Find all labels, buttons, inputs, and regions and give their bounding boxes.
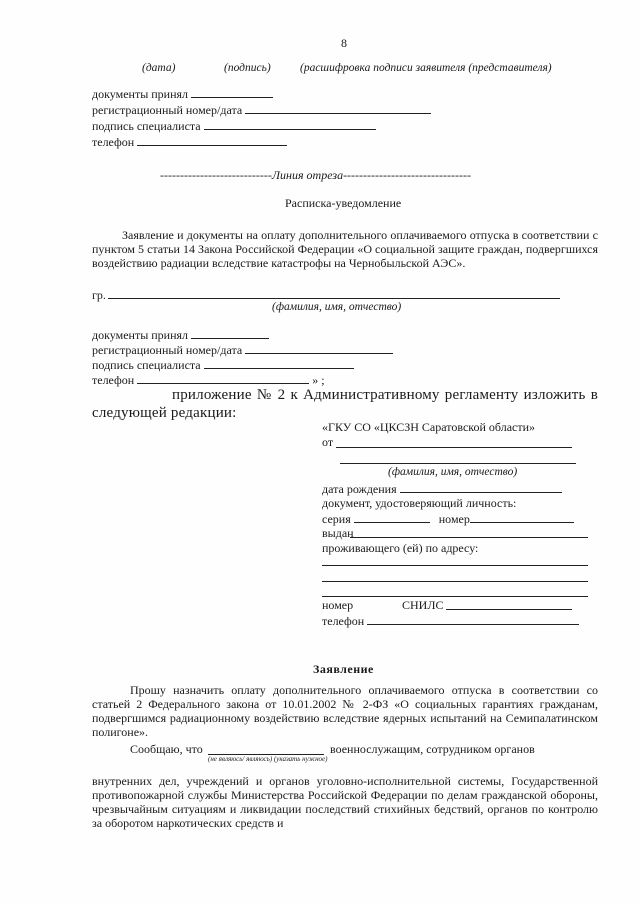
issued-label: выдан xyxy=(322,526,354,540)
amendment-text: приложение № 2 к Административному регламенту изложить в следующей редакции: xyxy=(92,387,598,421)
address-line-3 xyxy=(322,596,588,597)
reg-number-label-2: регистрационный номер/дата xyxy=(92,342,393,358)
docs-accepted-line-1 xyxy=(191,86,273,98)
from-line xyxy=(336,447,572,448)
phone-label-2: телефон » ; xyxy=(92,373,325,387)
specialist-signature-label-2: подпись специалиста xyxy=(92,357,354,373)
application-title: Заявление xyxy=(313,662,374,676)
signature-caption: (подпись) xyxy=(224,62,271,74)
issued-line xyxy=(350,537,588,538)
inform-start: Сообщаю, что xyxy=(130,742,203,756)
reg-number-line-1 xyxy=(245,102,431,114)
docs-accepted-line-2 xyxy=(191,327,269,339)
inform-caption: (не являюсь/ являюсь) (указать нужное) xyxy=(208,755,328,763)
fio-caption: (фамилия, имя, отчество) xyxy=(388,466,518,478)
date-caption: (дата) xyxy=(142,62,176,74)
series-label: серия номер xyxy=(322,512,470,526)
from-line-2 xyxy=(340,463,576,464)
from-label: от xyxy=(322,435,334,449)
address-line-1 xyxy=(322,565,588,566)
id-document-label: документ, удостоверяющий личность: xyxy=(322,496,517,510)
docs-accepted-label-1: документы принял xyxy=(92,86,273,102)
address-line-2 xyxy=(322,581,588,582)
citizen-prefix: гр. xyxy=(92,288,106,302)
snils-label: СНИЛС xyxy=(402,598,444,612)
phone-label-1: телефон xyxy=(92,134,287,150)
citizen-caption: (фамилия, имя, отчество) xyxy=(272,301,402,313)
specialist-signature-label-1: подпись специалиста xyxy=(92,118,376,134)
reg-number-label-1: регистрационный номер/дата xyxy=(92,102,431,118)
phone-line-1 xyxy=(137,134,287,146)
docs-accepted-label-2: документы принял xyxy=(92,327,269,343)
snils-line xyxy=(446,609,572,610)
snils-number-label: номер xyxy=(322,598,354,612)
cut-line: ----------------------------Линия отреза-------------------------------- xyxy=(160,168,471,182)
receipt-text: Заявление и документы на оплату дополнительного оплачиваемого отпуска в соответствии с пунктом 5 статьи 14 Закона Российской Федерации «О социальной защите граждан, подвергшихся воздействию радиации вследствие катастрофы на Чернобыльской АЭС». xyxy=(92,228,598,270)
number-line xyxy=(470,522,574,523)
specialist-signature-line-2 xyxy=(204,357,354,369)
phone-label-3: телефон xyxy=(322,613,579,629)
residing-label: проживающего (ей) по адресу: xyxy=(322,541,479,555)
reg-number-line-2 xyxy=(245,342,393,354)
series-line xyxy=(354,511,430,523)
application-paragraph-1: Прошу назначить оплату дополнительного оплачиваемого отпуска в соответствии со статьей 2 Федерального закона от 10.01.2002 № 2-ФЗ «О социальных гарантиях гражданам, подвергшимся радиационному воздействию вследствие ядерных испытаний на Семипалатинском полигоне». xyxy=(92,683,598,739)
application-paragraph-2: внутренних дел, учреждений и органов уголовно-исполнительной системы, Государственной противопожарной службы Министерства Российской Федерации по делам гражданской обороны, чрезвычайным ситуациям и ликвидации последствий стихийных бедствий, органов по контролю за оборотом наркотических средств и xyxy=(92,774,598,830)
receipt-title: Расписка-уведомление xyxy=(285,196,402,210)
citizen-line xyxy=(108,298,560,299)
recipient: «ГКУ СО «ЦКСЗН Саратовской области» xyxy=(322,420,536,434)
decoding-caption: (расшифровка подписи заявителя (представителя) xyxy=(300,62,552,74)
page-number: 8 xyxy=(341,36,347,50)
specialist-signature-line-1 xyxy=(204,118,376,130)
inform-end: военнослужащим, сотрудником органов xyxy=(330,742,535,756)
birth-date-label: дата рождения xyxy=(322,481,562,497)
phone-line-3 xyxy=(367,613,579,625)
phone-line-2 xyxy=(137,372,309,384)
birth-date-line xyxy=(400,481,562,493)
